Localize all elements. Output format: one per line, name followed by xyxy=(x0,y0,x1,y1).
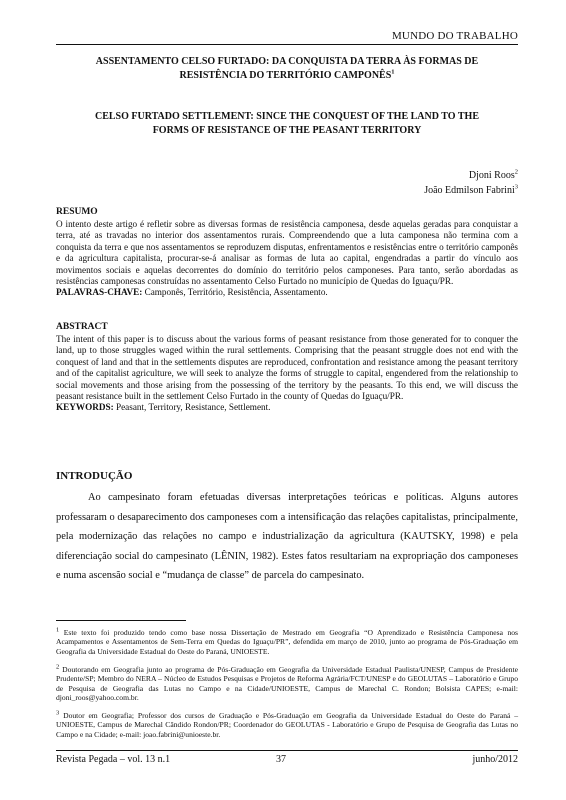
header-rule xyxy=(56,44,518,45)
footer-date: junho/2012 xyxy=(472,754,518,765)
title-footnote-mark: 1 xyxy=(391,68,395,76)
abstract-keywords-label: KEYWORDS: xyxy=(56,402,114,413)
title-pt-line2-text: RESISTÊNCIA DO TERRITÓRIO CAMPONÊS xyxy=(179,70,392,81)
author-1 xyxy=(424,168,518,183)
resumo-body xyxy=(56,219,518,299)
footer-rule xyxy=(56,750,518,751)
footnote-3-mark: 3 xyxy=(56,709,60,717)
footnote-2-text: Doutorando em Geografia junto ao programa de Pós-Graduação em Geografia da Universidade Estadual Paulista/UNESP, Campus de Presidente Prudente/SP; Membro do NERA – Núcleo de Estudos Pesquisas e Projetos de Reforma Agrária/FCT/UNESP e do GEOLUTAS – Laboratório e Grupo de Pesquisa de Geografia das Lutas no Campo e na Cidade/UNIOESTE, Campus de Marechal C. Rondon; Bolsista CAPES; e-mail: djoni_roos@yahoo.com.br. xyxy=(56,665,518,702)
intro-heading: INTRODUÇÃO xyxy=(56,470,133,482)
author-2 xyxy=(424,183,518,198)
footer-journal: Revista Pegada – vol. 13 n.1 xyxy=(56,754,171,765)
footnote-1-text: Este texto foi produzido tendo como base nossa Dissertação de Mestrado em Geografia “O Aprendizado e Resistência Camponesa nos Acampamentos e Assentamentos de Sem-Terra em Quedas do Iguaçu/PR”, defendida em março de 2010, junto ao programa de Pós-Graduação em Geografia da Universidade Estadual do Oeste do Paraná, UNIOESTE. xyxy=(56,628,518,656)
abstract-text: The intent of this paper is to discuss about the various forms of peasant resistance from those generated for to conquer the land, up to those struggles waged within the rural settlements. Comprising that the peasant struggle does not end with the conquest of land and that in the settlements disputes are reproduced, confrontation and resistance among the peasant territory and of the capitalist agriculture, we will seek to analyze the forms of struggle to capital, engendered from the relationship to social movements and those arising from the possessing of the territory by the peasants. To this end, we will discuss the peasant resistance built in the settlement Celso Furtado in the county of Quedas do Iguaçu/PR. xyxy=(56,334,518,402)
resumo-keywords-label: PALAVRAS-CHAVE: xyxy=(56,287,143,298)
intro-paragraph: Ao campesinato foram efetuadas diversas interpretações teóricas e políticas. Alguns autores professaram o desaparecimento dos camponeses com a intensificação das relações capitalistas, principalmente, pela modernização das relações no campo e industrialização da agricultura (KAUTSKY, 1998) e pela diferenciação social do campesinato (LÊNIN, 1982). Estes fatos resultariam na expropriação dos camponeses e numa ascensão social e “mudança de classe” de parcela do campesinato. xyxy=(56,492,518,582)
footer-page-number: 37 xyxy=(276,754,286,765)
authors xyxy=(424,168,518,198)
footnote-2 xyxy=(56,665,518,702)
footnote-3-text: Doutor em Geografia; Professor dos cursos de Graduação e Pós-Graduação em Geografia da Universidade Estadual do Oeste do Paraná – UNIOESTE, Campus de Marechal Cândido Rondon/PR; Coordenador do GEOLUTAS - Laboratório e Grupo de Pesquisa de Geografia das Lutas no Campo e na Cidade; e-mail: joao.fabrini@unioeste.br. xyxy=(56,711,518,739)
title-english xyxy=(56,110,518,138)
title-pt-line2 xyxy=(56,69,518,83)
resumo-label: RESUMO xyxy=(56,207,98,217)
footnote-3 xyxy=(56,711,518,739)
footnote-rule xyxy=(56,620,186,621)
author-2-mark: 3 xyxy=(514,183,518,191)
running-header: MUNDO DO TRABALHO xyxy=(391,30,518,42)
resumo-keywords: Camponês, Território, Resistência, Assentamento. xyxy=(144,287,328,298)
title-en-line1: CELSO FURTADO SETTLEMENT: SINCE THE CONQUEST OF THE LAND TO THE xyxy=(94,111,479,122)
author-1-name: Djoni Roos xyxy=(468,170,515,181)
title-portuguese xyxy=(56,55,518,83)
author-1-mark: 2 xyxy=(514,168,518,176)
author-2-name: João Edmilson Fabrini xyxy=(424,185,515,196)
resumo-text: O intento deste artigo é refletir sobre as diversas formas de resistência camponesa, desde aquelas geradas para conquistar a terra, até as travadas no interior dos assentamentos rurais. Compreendendo que a luta camponesa não termina com a conquista da terra e que nos assentamentos se reproduzem disputas, enfrentamentos e resistências entre o território camponês e da agricultura capitalista, procurar-se-á analisar as formas de luta ao capital, engendradas a partir do vínculo aos movimentos sociais e aquelas decorrentes do domínio do território pelos camponeses. Para tanto, serão abordadas as resistências camponesas construídas no assentamento Celso Furtado no município de Quedas do Iguaçu/PR. xyxy=(56,219,518,287)
abstract-body xyxy=(56,334,518,414)
abstract-keywords: Peasant, Territory, Resistance, Settlement. xyxy=(115,402,271,413)
title-en-line2: FORMS OF RESISTANCE OF THE PEASANT TERRITORY xyxy=(152,125,422,136)
abstract-label: ABSTRACT xyxy=(56,322,108,332)
footnote-1 xyxy=(56,628,518,656)
title-pt-line1: ASSENTAMENTO CELSO FURTADO: DA CONQUISTA DA TERRA ÀS FORMAS DE xyxy=(95,56,479,67)
footnote-1-mark: 1 xyxy=(56,626,60,634)
footnote-2-mark: 2 xyxy=(56,663,60,671)
